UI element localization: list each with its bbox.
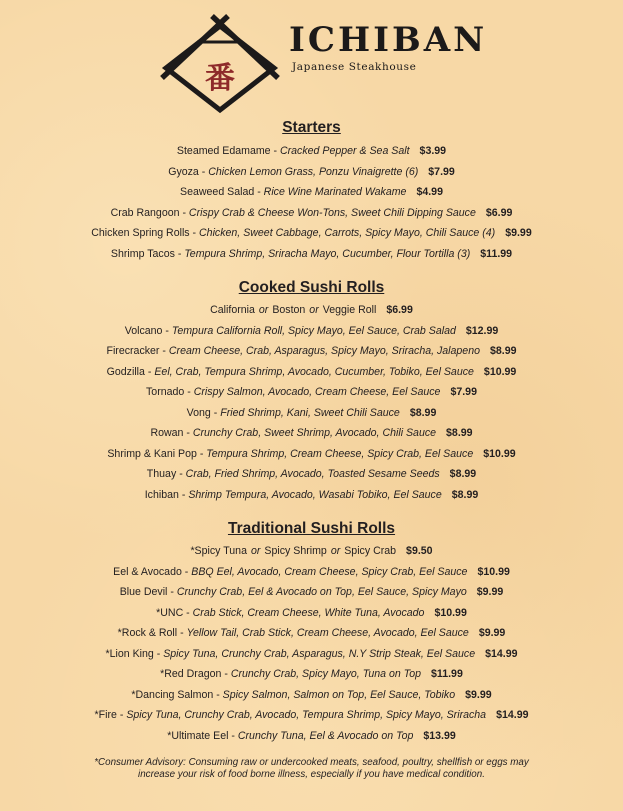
item-description: Crunchy Crab, Spicy Mayo, Tuna on Top <box>230 668 422 680</box>
restaurant-logo <box>150 12 488 124</box>
item-price: $13.99 <box>423 729 456 742</box>
item-description: Spicy Tuna, Crunchy Crab, Asparagus, N.Y Strip Steak, Eel Sauce <box>163 647 476 660</box>
traditional-rolls-list <box>0 541 623 746</box>
starters-list <box>0 141 623 264</box>
item-price: $14.99 <box>496 709 529 721</box>
item-separator: - <box>179 206 189 219</box>
menu-item <box>0 341 623 362</box>
item-price: $12.99 <box>465 324 499 337</box>
item-name: Shrimp Tacos <box>110 247 175 260</box>
item-description: BBQ Eel, Avocado, Cream Cheese, Spicy Crab, Eel Sauce <box>191 565 468 578</box>
menu-item <box>0 664 623 685</box>
menu-item <box>0 244 623 265</box>
item-description: Rice Wine Marinated Wakame <box>263 186 407 198</box>
menu-item <box>0 182 623 203</box>
item-separator: - <box>210 406 221 419</box>
item-separator: - <box>162 324 172 337</box>
item-description: Crispy Crab & Cheese Won-Tons, Sweet Chili Dipping Sauce <box>188 206 476 219</box>
item-price: $8.99 <box>446 427 473 439</box>
item-separator: - <box>177 627 187 639</box>
item-separator: - <box>196 447 207 460</box>
item-price: $9.99 <box>476 586 504 598</box>
item-description: Tempura California Roll, Spicy Mayo, Eel Sauce, Crab Salad <box>171 324 456 337</box>
item-price: $10.99 <box>483 447 516 460</box>
item-price: $11.99 <box>431 668 463 680</box>
item-price: $3.99 <box>419 145 447 157</box>
item-name: *Ultimate Eel <box>167 729 229 742</box>
menu-item-combo <box>0 300 623 321</box>
item-name: Chicken Spring Rolls <box>91 227 190 239</box>
menu-item <box>0 582 623 603</box>
item-description: Crispy Salmon, Avocado, Cream Cheese, Eel Sauce <box>193 386 441 398</box>
menu-item <box>0 162 623 183</box>
item-name: Steamed Edamame <box>176 145 271 157</box>
item-description: Shrimp Tempura, Avocado, Wasabi Tobiko, Eel Sauce <box>188 488 442 501</box>
item-description: Spicy Tuna, Crunchy Crab, Avocado, Tempura Shrimp, Spicy Mayo, Sriracha <box>126 709 487 721</box>
item-name: Shrimp & Kani Pop <box>107 447 197 460</box>
combo-option: California <box>210 304 255 316</box>
item-name: *Red Dragon <box>160 668 222 680</box>
item-name: Gyoza <box>168 165 199 178</box>
menu-item <box>0 623 623 644</box>
item-separator: - <box>228 729 238 742</box>
item-separator: - <box>213 688 223 701</box>
item-name: Tornado <box>146 386 185 398</box>
item-separator: - <box>184 386 194 398</box>
consumer-advisory <box>0 757 623 781</box>
menu-item <box>0 603 623 624</box>
menu-item-combo <box>0 541 623 562</box>
combo-option: Boston <box>272 304 306 316</box>
emblem-kanji: 番 <box>205 61 235 96</box>
item-name: Vong <box>186 406 211 419</box>
item-description: Tempura Shrimp, Cream Cheese, Spicy Crab, Eel Sauce <box>206 447 474 460</box>
item-price: $9.99 <box>478 627 506 639</box>
combo-or: or <box>309 304 319 316</box>
menu-item <box>0 464 623 485</box>
menu-item <box>0 223 623 244</box>
item-separator: - <box>221 668 231 680</box>
menu-content <box>0 118 623 781</box>
item-separator: - <box>159 345 169 357</box>
item-price: $11.99 <box>480 247 513 260</box>
item-price: $6.99 <box>386 304 413 316</box>
item-separator: - <box>176 468 186 480</box>
item-name: *Lion King <box>105 647 154 660</box>
item-description: Tempura Shrimp, Sriracha Mayo, Cucumber, Flour Tortilla (3) <box>184 247 471 260</box>
advisory-line: *Consumer Advisory: Consuming raw or undercooked meats, seafood, poultry, shellfish or eggs may <box>94 757 529 768</box>
combo-or: or <box>250 545 261 557</box>
menu-item <box>0 726 623 747</box>
item-separator: - <box>144 365 155 378</box>
menu-item <box>0 321 623 342</box>
menu-item <box>0 562 623 583</box>
menu-item <box>0 403 623 424</box>
item-price: $8.99 <box>449 468 477 480</box>
item-name: Rowan <box>150 427 184 439</box>
menu-item <box>0 644 623 665</box>
item-price: $9.99 <box>465 688 492 701</box>
item-description: Crunchy Crab, Eel & Avocado on Top, Eel Sauce, Spicy Mayo <box>176 586 467 598</box>
item-price: $9.50 <box>406 545 433 557</box>
item-price: $10.99 <box>483 365 517 378</box>
menu-item <box>0 382 623 403</box>
menu-item <box>0 685 623 706</box>
item-price: $8.99 <box>451 488 479 501</box>
item-separator: - <box>153 647 164 660</box>
item-price: $14.99 <box>485 647 518 660</box>
item-name: Eel & Avocado <box>113 565 182 578</box>
combo-or: or <box>330 545 341 557</box>
item-name: Thuay <box>146 468 177 480</box>
item-description: Spicy Salmon, Salmon on Top, Eel Sauce, Tobiko <box>222 688 456 701</box>
item-name: Seaweed Salad <box>180 186 255 198</box>
item-separator: - <box>116 709 127 721</box>
item-name: *UNC <box>156 606 184 619</box>
item-name: *Fire <box>94 709 117 721</box>
combo-option: Veggie Roll <box>322 304 377 316</box>
cooked-rolls-list <box>0 300 623 505</box>
item-price: $7.99 <box>428 165 455 178</box>
section-heading-starters: Starters <box>282 119 341 136</box>
combo-or: or <box>258 304 269 316</box>
item-name: Crab Rangoon <box>110 206 180 219</box>
item-separator: - <box>183 427 193 439</box>
brand-name: ICHIBAN <box>289 20 488 60</box>
menu-item <box>0 423 623 444</box>
item-price: $10.99 <box>477 565 510 578</box>
item-price: $10.99 <box>434 606 467 619</box>
item-price: $9.99 <box>505 227 532 239</box>
item-name: Ichiban <box>144 488 179 501</box>
item-separator: - <box>167 586 177 598</box>
section-heading-cooked-sushi-rolls: Cooked Sushi Rolls <box>238 279 385 296</box>
crossed-chopsticks-emblem <box>150 12 290 124</box>
item-description: Chicken Lemon Grass, Ponzu Vinaigrette (6) <box>208 165 419 178</box>
item-name: Godzilla <box>106 365 145 378</box>
menu-item <box>0 485 623 506</box>
item-description: Eel, Crab, Tempura Shrimp, Avocado, Cucumber, Tobiko, Eel Sauce <box>154 365 474 378</box>
menu-item <box>0 705 623 726</box>
item-price: $4.99 <box>416 186 443 198</box>
item-name: *Rock & Roll <box>117 627 178 639</box>
item-price: $8.99 <box>409 406 437 419</box>
item-price: $8.99 <box>489 345 517 357</box>
item-name: *Dancing Salmon <box>131 688 214 701</box>
menu-item <box>0 444 623 465</box>
item-separator: - <box>189 227 200 239</box>
item-name: Firecracker <box>106 345 160 357</box>
brand-tagline: Japanese Steakhouse <box>292 61 417 73</box>
item-description: Crab Stick, Cream Cheese, White Tuna, Avocado <box>192 606 425 619</box>
combo-option: *Spicy Tuna <box>190 545 247 557</box>
item-name: Blue Devil <box>119 586 168 598</box>
combo-option: Spicy Crab <box>344 545 397 557</box>
item-separator: - <box>198 165 209 178</box>
item-separator: - <box>254 186 264 198</box>
item-price: $7.99 <box>450 386 477 398</box>
item-description: Fried Shrimp, Kani, Sweet Chili Sauce <box>220 406 400 419</box>
item-separator: - <box>174 247 185 260</box>
menu-item <box>0 362 623 383</box>
item-description: Chicken, Sweet Cabbage, Carrots, Spicy Mayo, Chili Sauce (4) <box>199 227 496 239</box>
item-description: Crunchy Crab, Sweet Shrimp, Avocado, Chili Sauce <box>192 427 437 439</box>
section-heading-traditional-sushi-rolls: Traditional Sushi Rolls <box>227 520 396 537</box>
item-separator: - <box>181 565 192 578</box>
item-description: Crunchy Tuna, Eel & Avocado on Top <box>237 729 414 742</box>
item-separator: - <box>183 606 193 619</box>
advisory-line: increase your risk of food borne illness, especially if you have medical condition. <box>138 769 485 780</box>
combo-option: Spicy Shrimp <box>264 545 327 557</box>
item-separator: - <box>178 488 189 501</box>
item-description: Cream Cheese, Crab, Asparagus, Spicy Mayo, Sriracha, Jalapeno <box>168 345 480 357</box>
menu-item <box>0 141 623 162</box>
menu-item <box>0 203 623 224</box>
item-price: $6.99 <box>485 206 513 219</box>
item-description: Crab, Fried Shrimp, Avocado, Toasted Sesame Seeds <box>185 468 440 480</box>
item-description: Yellow Tail, Crab Stick, Cream Cheese, Avocado, Eel Sauce <box>186 627 469 639</box>
item-separator: - <box>270 145 280 157</box>
item-description: Cracked Pepper & Sea Salt <box>279 145 410 157</box>
item-name: Volcano <box>124 324 163 337</box>
